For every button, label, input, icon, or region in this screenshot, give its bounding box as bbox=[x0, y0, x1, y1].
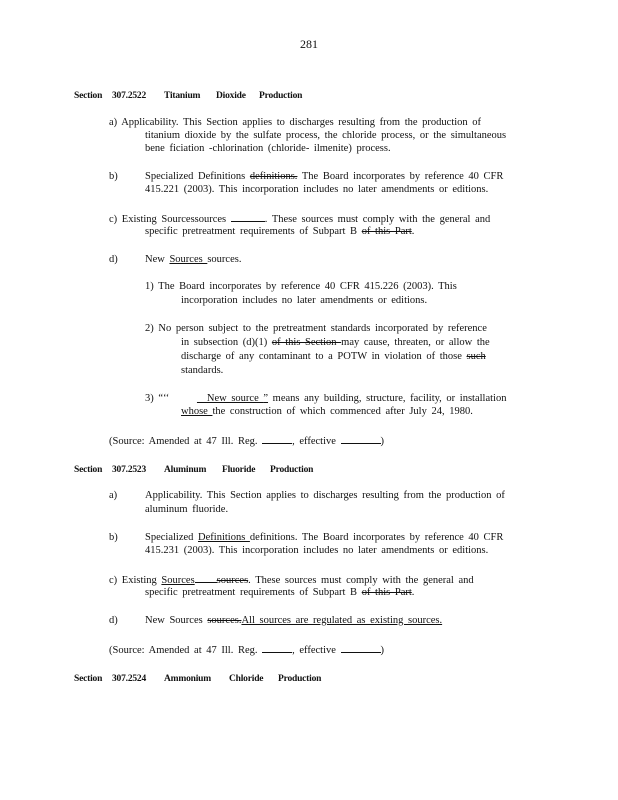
para-2523-b-line1: Specialized Definitions definitions. The Board incorporates by reference 40 CFR bbox=[145, 532, 504, 543]
section-title-word: Fluoride bbox=[222, 465, 256, 475]
para-2522-c-line1: c) Existing Sourcessources . These sources must comply with the general and bbox=[109, 214, 491, 225]
para-2522-a-line1: a) Applicability. This Section applies to discharges resulting from the production of bbox=[109, 117, 482, 128]
inserted-text: _ New source bbox=[197, 393, 264, 404]
reg-blank bbox=[262, 643, 292, 653]
para-2523-d-line: New Sources sources.All sources are regulated as existing sources. bbox=[145, 615, 443, 626]
para-2523-c-line2: specific pretreatment requirements of Subpart B of this Part. bbox=[145, 587, 415, 598]
reg-blank bbox=[262, 434, 292, 444]
section-title-word: Ammonium bbox=[164, 674, 211, 684]
para-2522-d2-line2: in subsection (d)(1) of this Section may cause, threaten, or allow the bbox=[181, 337, 490, 348]
inserted-text: Sources bbox=[161, 575, 195, 586]
section-title-word: Dioxide bbox=[216, 91, 246, 101]
date-blank bbox=[341, 643, 381, 653]
para-2523-b-line2: 415.231 (2003). This incorporation includes no later amendments or editions. bbox=[145, 545, 489, 556]
struck-text: such bbox=[466, 351, 486, 362]
section-title-word: Production bbox=[259, 91, 303, 101]
section-word: Section bbox=[74, 465, 103, 475]
section-word: Section bbox=[74, 91, 103, 101]
para-2522-d2-line4: standards. bbox=[181, 365, 224, 376]
page-number: 281 bbox=[300, 37, 318, 51]
para-2522-d1-line2: incorporation includes no later amendments or editions. bbox=[181, 295, 428, 306]
insertion-blank bbox=[231, 212, 265, 222]
para-2523-a-line1: Applicability. This Section applies to discharges resulting from the production of bbox=[145, 490, 505, 501]
section-title-word: Chloride bbox=[229, 674, 264, 684]
date-blank bbox=[341, 434, 381, 444]
section-title-word: Titanium bbox=[164, 91, 201, 101]
struck-text: of this Part bbox=[361, 587, 412, 598]
para-2522-b-line1: Specialized Definitions definitions. The Board incorporates by reference 40 CFR bbox=[145, 171, 504, 182]
struck-text: of this Section bbox=[271, 337, 342, 348]
source-note-2522: (Source: Amended at 47 Ill. Reg. , effective ) bbox=[109, 436, 385, 447]
struck-text: sources. bbox=[207, 615, 242, 626]
section-number: 307.2523 bbox=[112, 465, 147, 475]
para-2522-d-line: New Sources sources. bbox=[145, 254, 242, 265]
section-number: 307.2522 bbox=[112, 91, 147, 101]
struck-text: sources bbox=[216, 575, 249, 586]
source-note-2523: (Source: Amended at 47 Ill. Reg. , effective ) bbox=[109, 645, 385, 656]
para-2522-a-line2: titanium dioxide by the sulfate process, the chloride process, or the simultaneous bbox=[145, 130, 507, 141]
para-2522-c-line2: specific pretreatment requirements of Subpart B of this Part. bbox=[145, 226, 415, 237]
para-2522-b-label: b) bbox=[109, 171, 118, 182]
para-2522-d2-line1: 2) No person subject to the pretreatment standards incorporated by reference bbox=[145, 323, 487, 334]
section-title-word: Production bbox=[278, 674, 322, 684]
para-2522-d1-line1: 1) The Board incorporates by reference 40 CFR 415.226 (2003). This bbox=[145, 281, 457, 292]
para-2523-b-label: b) bbox=[109, 532, 118, 543]
para-2523-c-line1: c) Existing Sources sources. These sources must comply with the general and bbox=[109, 575, 474, 586]
para-2523-a-line2: aluminum fluoride. bbox=[145, 504, 229, 515]
para-2522-d3-line1: 3) “‘‘ _ New source ” means any building, structure, facility, or installation bbox=[145, 393, 507, 404]
section-title-word: Production bbox=[270, 465, 314, 475]
para-2522-d3-line2: whose the construction of which commenced after July 24, 1980. bbox=[181, 406, 473, 417]
inserted-text: Sources bbox=[169, 254, 208, 265]
para-2523-d-label: d) bbox=[109, 615, 118, 626]
para-2522-d2-line3: discharge of any contaminant to a POTW in violation of those such bbox=[181, 351, 486, 362]
section-word: Section bbox=[74, 674, 103, 684]
section-title-word: Aluminum bbox=[164, 465, 207, 475]
inserted-text: whose bbox=[181, 406, 213, 417]
insertion-blank bbox=[195, 573, 217, 583]
inserted-text: ” bbox=[263, 393, 269, 404]
para-2522-a-line3: bene ficiation -chlorination (chloride- ilmenite) process. bbox=[145, 143, 391, 154]
para-2522-b-line2: 415.221 (2003). This incorporation includes no later amendments or editions. bbox=[145, 184, 489, 195]
para-2522-d-label: d) bbox=[109, 254, 118, 265]
inserted-text: All sources are regulated as existing sources. bbox=[241, 615, 443, 626]
inserted-text: Definitions bbox=[198, 532, 250, 543]
section-number: 307.2524 bbox=[112, 674, 147, 684]
struck-text: definitions. bbox=[249, 171, 298, 182]
struck-text: of this Part bbox=[361, 226, 412, 237]
para-2523-a-label: a) bbox=[109, 490, 118, 501]
